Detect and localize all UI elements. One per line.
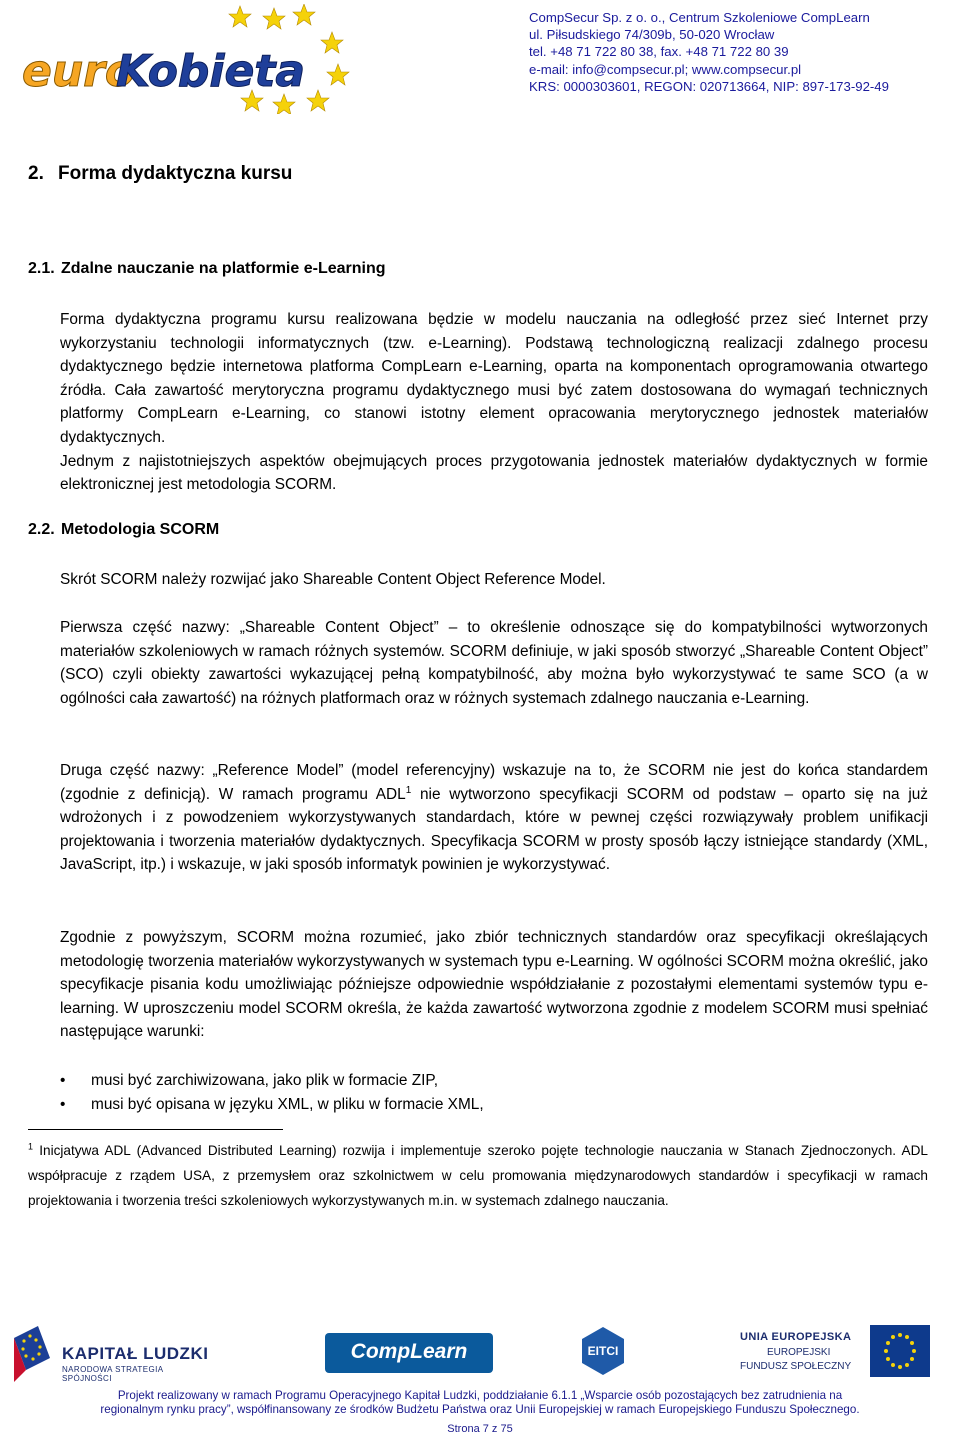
- company-line: CompSecur Sp. z o. o., Centrum Szkoleniowe CompLearn: [529, 10, 870, 25]
- subsection-title: Metodologia SCORM: [61, 521, 220, 538]
- ue-line-3: FUNDUSZ SPOŁECZNY: [740, 1361, 852, 1372]
- paragraph-text: Druga część nazwy: „Reference Model” (model referencyjny) wskazuje na to, że SCORM nie jest do końca standardem (zgodnie z definicją). W ramach programu ADL: [60, 762, 928, 803]
- paragraph-scorm-abbrev: Skrót SCORM należy rozwijać jako Shareable Content Object Reference Model.: [60, 571, 606, 588]
- paragraph-shareable-content-object: Pierwsza część nazwy: „Shareable Content Object” – to określenie odnoszące się do kompatybilności wytworzonych materiałów szkoleniowych w ramach różnych systemów. SCORM definiuje, w jaki sposób stworzyć „Shareable Content Object” (SCO) czyli obiekty zawartości wykazującej pełną kompatybilność, aby można było wykorzystywać te same SCO (a w ogólności cała zawartość) na różnych platformach oraz w różnych systemach zdalnego nauczania e-Learning.: [60, 619, 928, 707]
- paragraph-text: Forma dydaktyczna programu kursu realizowana będzie w modelu nauczania na odległość przez sieć Internet przy wykorzystaniu technologii informatycznych (tzw. e-Learning). Podstawą technologiczną realizacji zdalnego procesu dydaktycznego będzie internetowa platforma CompLearn e-Learning, oparta na komponentach oprogramowania otwartego źródła. Cała zawartość merytoryczna programu dydaktycznego musi być zatem dostosowana do wymagań technicznych platformy CompLearn e-Learning, co stanowi istotny element opracowania merytorycznego jednostek materiałów dydaktycznych.: [60, 311, 928, 446]
- subsection-heading-2-1: [28, 260, 386, 278]
- section-number: 2.: [28, 163, 44, 184]
- star-icon: [263, 8, 285, 29]
- eurokobieta-logo: [18, 4, 358, 114]
- complearn-logo-text: CompLearn: [350, 1340, 468, 1363]
- ue-line-2: EUROPEJSKI: [767, 1347, 831, 1358]
- kapital-ludzki-emblem-icon: [10, 1318, 58, 1388]
- star-icon: [229, 6, 251, 27]
- section-heading: [28, 163, 292, 185]
- company-line: ul. Piłsudskiego 74/309b, 50-020 Wrocław: [529, 27, 775, 43]
- complearn-logo: [325, 1333, 493, 1373]
- subsection-heading-2-2: [28, 521, 219, 539]
- eitci-logo: [578, 1325, 628, 1375]
- eu-flag-icon: [870, 1325, 930, 1377]
- footnote-reference[interactable]: 1: [405, 784, 412, 796]
- subsection-number: 2.2.: [28, 521, 55, 538]
- star-icon: [293, 4, 315, 25]
- section-title: Forma dydaktyczna kursu: [58, 163, 293, 184]
- requirements-list: [60, 1069, 928, 1117]
- footer-logos: [0, 1300, 960, 1390]
- footnote-mark: 1: [28, 1141, 34, 1152]
- company-line: e-mail: info@compsecur.pl; www.compsecur.pl: [529, 61, 802, 77]
- kapital-ludzki-logo: [10, 1318, 210, 1388]
- star-icon: [327, 64, 349, 85]
- footnote-text: Inicjatywa ADL (Advanced Distributed Learning) rozwija i implementuje szeroko pojęte technologie nauczania w Stanach Zjednoczonych. ADL współpracuje z rządem USA, z przemysłem oraz szkolnictwem w celu promowania międzynarodowych standardów i specyfikacji w ramach projektowania i tworzenia treści szkoleniowych wykorzystywanych m.in. w systemach zdalnego nauczania.: [28, 1143, 928, 1208]
- subsection-title: Zdalne nauczanie na platformie e-Learning: [61, 260, 386, 277]
- ue-line-1: UNIA EUROPEJSKA: [740, 1331, 852, 1343]
- list-item: [60, 1069, 928, 1093]
- bullet-icon: •: [60, 1096, 66, 1113]
- paragraph-text: Jednym z najistotniejszych aspektów obejmujących proces przygotowania jednostek materiałów dydaktycznych w formie elektronicznej jest metodologia SCORM.: [60, 452, 928, 494]
- project-line: Projekt realizowany w ramach Programu Operacyjnego Kapitał Ludzki, poddziałanie 6.1.1 „Wsparcie osób pozostających bez zatrudnienia na: [117, 1389, 843, 1402]
- eitci-emblem-icon: [578, 1325, 628, 1375]
- eurokobieta-logo-graphic: [18, 4, 358, 114]
- list-item-text: musi być zarchiwizowana, jako plik w formacie ZIP,: [91, 1072, 438, 1089]
- list-item: [60, 1093, 928, 1117]
- subsection-number: 2.1.: [28, 260, 55, 277]
- kapital-ludzki-title: KAPITAŁ LUDZKI: [62, 1344, 209, 1363]
- page-number: Strona 7 z 75: [447, 1423, 513, 1435]
- paragraph-text: nie wytworzono specyfikacji SCORM od podstaw – oparto się na już wdrożonych i z powodzeniem wykorzystywanych standardach, które w pewnej części rozwiązywały problem unifikacji projektowania i tworzenia materiałów dydaktycznych. Specyfikacja SCORM w prosty sposób łączy istniejące standardy (XML, JavaScript, itp.) i wskazuje, w jaki sposób informatyk powinien je wykorzystywać.: [60, 785, 929, 874]
- project-line: regionalnym rynku pracy”, współfinansowany ze środków Budżetu Państwa oraz Unii Europejskiej w ramach Europejskiego Funduszu Społecznego.: [100, 1403, 860, 1416]
- company-line: KRS: 0000303601, REGON: 020713664, NIP: 897-173-92-49: [529, 78, 889, 94]
- star-icon: [307, 90, 329, 111]
- kapital-ludzki-subtitle: NARODOWA STRATEGIA SPÓJNOŚCI: [62, 1365, 163, 1383]
- company-line: tel. +48 71 722 80 38, fax. +48 71 722 80 39: [529, 44, 789, 60]
- eitci-logo-text: EITCI: [587, 1344, 619, 1358]
- paragraph-reference-model: [60, 759, 928, 877]
- star-icon: [273, 94, 295, 114]
- unia-europejska-logo: [720, 1325, 940, 1385]
- company-address-block: [529, 9, 954, 95]
- paragraph-scorm-summary: Zgodnie z powyższym, SCORM można rozumieć, jako zbiór technicznych standardów oraz specyfikacji określających metodologię tworzenia materiałów wykorzystywanych w systemach typu e-Learning. W ogólności SCORM można określić, jako specyfikacje pisania kodu umożliwiając późniejsze odpowiednie współdziałanie z pozostałymi elementami systemów typu e-learning. W uproszczeniu model SCORM określa, że każda zawartość wytworzona zgodnie z modelem SCORM musi spełniać następujące warunki:: [60, 929, 928, 1041]
- project-funding-note: [0, 1389, 960, 1417]
- list-item-text: musi być opisana w języku XML, w pliku w formacie XML,: [91, 1096, 484, 1113]
- paragraph-forma-dydaktyczna: [60, 308, 928, 497]
- footnote-separator: [28, 1129, 283, 1130]
- svg-text:euro: euro: [22, 46, 136, 97]
- bullet-icon: •: [60, 1072, 66, 1089]
- svg-text:Kobieta: Kobieta: [116, 46, 306, 97]
- star-icon: [321, 32, 343, 53]
- footnote: [28, 1139, 928, 1213]
